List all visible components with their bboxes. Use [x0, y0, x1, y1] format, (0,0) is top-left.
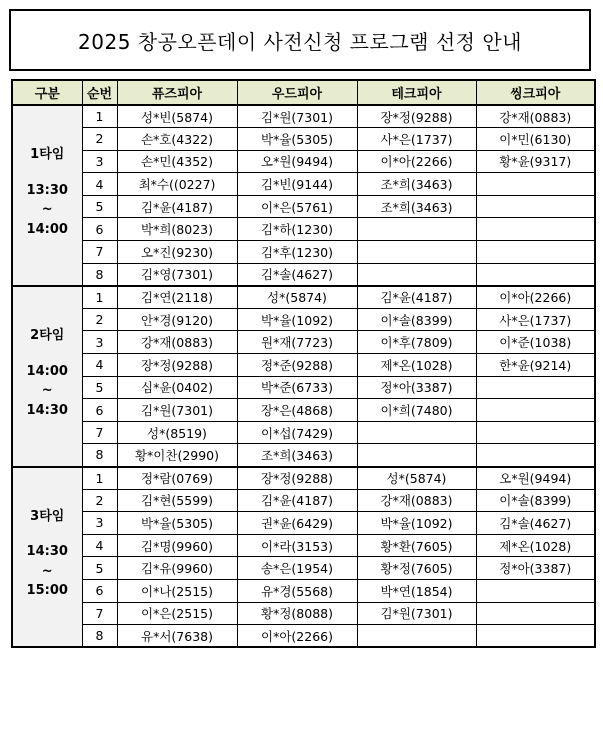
time-slot-label: 1타임 [30, 147, 65, 163]
participant-cell: 조*희(3463) [357, 195, 476, 218]
time-slot-tilde: ~ [41, 383, 53, 399]
participant-cell: 이*준(1038) [476, 331, 595, 354]
schedule-table [11, 79, 596, 648]
order-number: 6 [82, 218, 117, 241]
table-row [12, 286, 595, 309]
participant-cell: 이*섭(7429) [237, 421, 357, 444]
table-row [12, 308, 595, 331]
participant-cell: 강*재(0883) [476, 105, 595, 128]
participant-cell: 김*원(7301) [117, 399, 237, 422]
participant-cell: 사*은(1737) [357, 128, 476, 151]
header-thinkpia: 씽크피아 [476, 80, 595, 105]
header-woodpia: 우드피아 [237, 80, 357, 105]
participant-cell: 이*아(2266) [237, 625, 357, 648]
table-row [12, 534, 595, 557]
participant-cell: 김*명(9960) [117, 534, 237, 557]
order-number: 8 [82, 444, 117, 467]
participant-cell [476, 421, 595, 444]
participant-cell: 이*나(2515) [117, 579, 237, 602]
order-number: 7 [82, 421, 117, 444]
participant-cell: 조*희(3463) [237, 444, 357, 467]
header-techpia: 테크피아 [357, 80, 476, 105]
header-order: 순번 [82, 80, 117, 105]
time-slot-cell [12, 467, 82, 648]
page-title: 2025 창공오픈데이 사전신청 프로그램 선정 안내 [9, 9, 591, 71]
table-row [12, 602, 595, 625]
participant-cell: 정*람(0769) [117, 467, 237, 490]
order-number: 5 [82, 195, 117, 218]
table-row [12, 557, 595, 580]
participant-cell: 김*윤(4187) [237, 489, 357, 512]
participant-cell: 이*은(2515) [117, 602, 237, 625]
table-row [12, 489, 595, 512]
time-slot-start: 14:30 [26, 544, 68, 560]
table-row [12, 579, 595, 602]
participant-cell [357, 263, 476, 286]
time-slot-label: 3타임 [30, 508, 65, 524]
participant-cell: 이*희(7480) [357, 399, 476, 422]
participant-cell: 김*빈(9144) [237, 173, 357, 196]
participant-cell: 박*연(1854) [357, 579, 476, 602]
participant-cell: 이*후(7809) [357, 331, 476, 354]
order-number: 8 [82, 625, 117, 648]
participant-cell: 장*정(9288) [237, 467, 357, 490]
order-number: 4 [82, 173, 117, 196]
participant-cell: 황*이찬(2990) [117, 444, 237, 467]
order-number: 3 [82, 331, 117, 354]
participant-cell: 제*온(1028) [357, 354, 476, 377]
participant-cell: 김*윤(4187) [357, 286, 476, 309]
participant-cell: 성*빈(5874) [117, 105, 237, 128]
participant-cell [476, 602, 595, 625]
participant-cell: 장*은(4868) [237, 399, 357, 422]
table-row [12, 218, 595, 241]
participant-cell: 이*라(3153) [237, 534, 357, 557]
participant-cell [357, 625, 476, 648]
table-row [12, 354, 595, 377]
participant-cell: 이*은(5761) [237, 195, 357, 218]
participant-cell: 성*(5874) [357, 467, 476, 490]
table-row [12, 241, 595, 264]
participant-cell: 성*(5874) [237, 286, 357, 309]
order-number: 4 [82, 354, 117, 377]
participant-cell: 김*연(2118) [117, 286, 237, 309]
participant-cell: 박*율(5305) [237, 128, 357, 151]
participant-cell: 김*영(7301) [117, 263, 237, 286]
participant-cell [357, 444, 476, 467]
header-fusepia: 퓨즈피아 [117, 80, 237, 105]
participant-cell [476, 241, 595, 264]
order-number: 3 [82, 150, 117, 173]
participant-cell: 황*윤(9317) [476, 150, 595, 173]
participant-cell: 성*(8519) [117, 421, 237, 444]
participant-cell: 제*온(1028) [476, 534, 595, 557]
participant-cell: 안*경(9120) [117, 308, 237, 331]
participant-cell: 최*수((0227) [117, 173, 237, 196]
participant-cell: 조*희(3463) [357, 173, 476, 196]
participant-cell [476, 399, 595, 422]
order-number: 2 [82, 128, 117, 151]
time-slot-start: 14:00 [26, 363, 68, 379]
header-category: 구분 [12, 80, 82, 105]
participant-cell: 김*원(7301) [357, 602, 476, 625]
participant-cell: 손*호(4322) [117, 128, 237, 151]
participant-cell: 한*윤(9214) [476, 354, 595, 377]
table-row [12, 376, 595, 399]
time-slot-start: 13:30 [26, 182, 68, 198]
participant-cell: 황*정(7605) [357, 557, 476, 580]
table-row [12, 173, 595, 196]
participant-cell: 박*희(8023) [117, 218, 237, 241]
table-row [12, 625, 595, 648]
participant-cell: 김*후(1230) [237, 241, 357, 264]
order-number: 7 [82, 241, 117, 264]
participant-cell: 김*하(1230) [237, 218, 357, 241]
participant-cell: 박*준(6733) [237, 376, 357, 399]
participant-cell: 황*정(8088) [237, 602, 357, 625]
time-slot-end: 14:00 [26, 221, 68, 237]
order-number: 1 [82, 286, 117, 309]
participant-cell: 오*원(9494) [476, 467, 595, 490]
table-row [12, 331, 595, 354]
header-row [12, 80, 595, 105]
participant-cell: 정*준(9288) [237, 354, 357, 377]
participant-cell [476, 376, 595, 399]
order-number: 5 [82, 376, 117, 399]
participant-cell: 이*민(6130) [476, 128, 595, 151]
participant-cell: 정*아(3387) [357, 376, 476, 399]
participant-cell [476, 195, 595, 218]
participant-cell: 이*솔(8399) [476, 489, 595, 512]
participant-cell: 박*율(1092) [357, 512, 476, 535]
order-number: 7 [82, 602, 117, 625]
time-slot-end: 14:30 [26, 402, 68, 418]
table-row [12, 421, 595, 444]
table-row [12, 128, 595, 151]
order-number: 6 [82, 399, 117, 422]
participant-cell: 오*진(9230) [117, 241, 237, 264]
participant-cell: 강*재(0883) [117, 331, 237, 354]
participant-cell: 박*율(5305) [117, 512, 237, 535]
order-number: 3 [82, 512, 117, 535]
participant-cell: 김*원(7301) [237, 105, 357, 128]
participant-cell: 유*서(7638) [117, 625, 237, 648]
participant-cell [357, 421, 476, 444]
participant-cell: 송*은(1954) [237, 557, 357, 580]
participant-cell [476, 263, 595, 286]
table-row [12, 512, 595, 535]
participant-cell: 장*정(9288) [117, 354, 237, 377]
participant-cell: 이*아(2266) [357, 150, 476, 173]
table-row [12, 467, 595, 490]
table-row [12, 105, 595, 128]
participant-cell [476, 173, 595, 196]
table-row [12, 399, 595, 422]
order-number: 1 [82, 105, 117, 128]
order-number: 2 [82, 489, 117, 512]
participant-cell: 심*윤(0402) [117, 376, 237, 399]
order-number: 2 [82, 308, 117, 331]
table-row [12, 150, 595, 173]
participant-cell: 정*아(3387) [476, 557, 595, 580]
participant-cell: 황*환(7605) [357, 534, 476, 557]
participant-cell: 박*율(1092) [237, 308, 357, 331]
participant-cell [357, 218, 476, 241]
table-row [12, 195, 595, 218]
participant-cell: 김*솔(4627) [237, 263, 357, 286]
time-slot-cell [12, 105, 82, 286]
time-slot-tilde: ~ [41, 202, 53, 218]
order-number: 8 [82, 263, 117, 286]
participant-cell: 김*솔(4627) [476, 512, 595, 535]
order-number: 1 [82, 467, 117, 490]
participant-cell: 원*재(7723) [237, 331, 357, 354]
participant-cell [357, 241, 476, 264]
time-slot-label: 2타임 [30, 328, 65, 344]
participant-cell [476, 579, 595, 602]
participant-cell: 김*윤(4187) [117, 195, 237, 218]
participant-cell: 장*정(9288) [357, 105, 476, 128]
participant-cell: 유*경(5568) [237, 579, 357, 602]
participant-cell: 손*민(4352) [117, 150, 237, 173]
participant-cell [476, 218, 595, 241]
participant-cell: 강*재(0883) [357, 489, 476, 512]
participant-cell: 이*솔(8399) [357, 308, 476, 331]
order-number: 4 [82, 534, 117, 557]
participant-cell: 권*윤(6429) [237, 512, 357, 535]
time-slot-cell [12, 286, 82, 467]
order-number: 5 [82, 557, 117, 580]
order-number: 6 [82, 579, 117, 602]
participant-cell: 오*원(9494) [237, 150, 357, 173]
participant-cell: 김*현(5599) [117, 489, 237, 512]
table-row [12, 444, 595, 467]
participant-cell: 김*유(9960) [117, 557, 237, 580]
time-slot-end: 15:00 [26, 583, 68, 599]
table-row [12, 263, 595, 286]
participant-cell: 사*은(1737) [476, 308, 595, 331]
participant-cell [476, 444, 595, 467]
participant-cell [476, 625, 595, 648]
participant-cell: 이*아(2266) [476, 286, 595, 309]
time-slot-tilde: ~ [41, 563, 53, 579]
